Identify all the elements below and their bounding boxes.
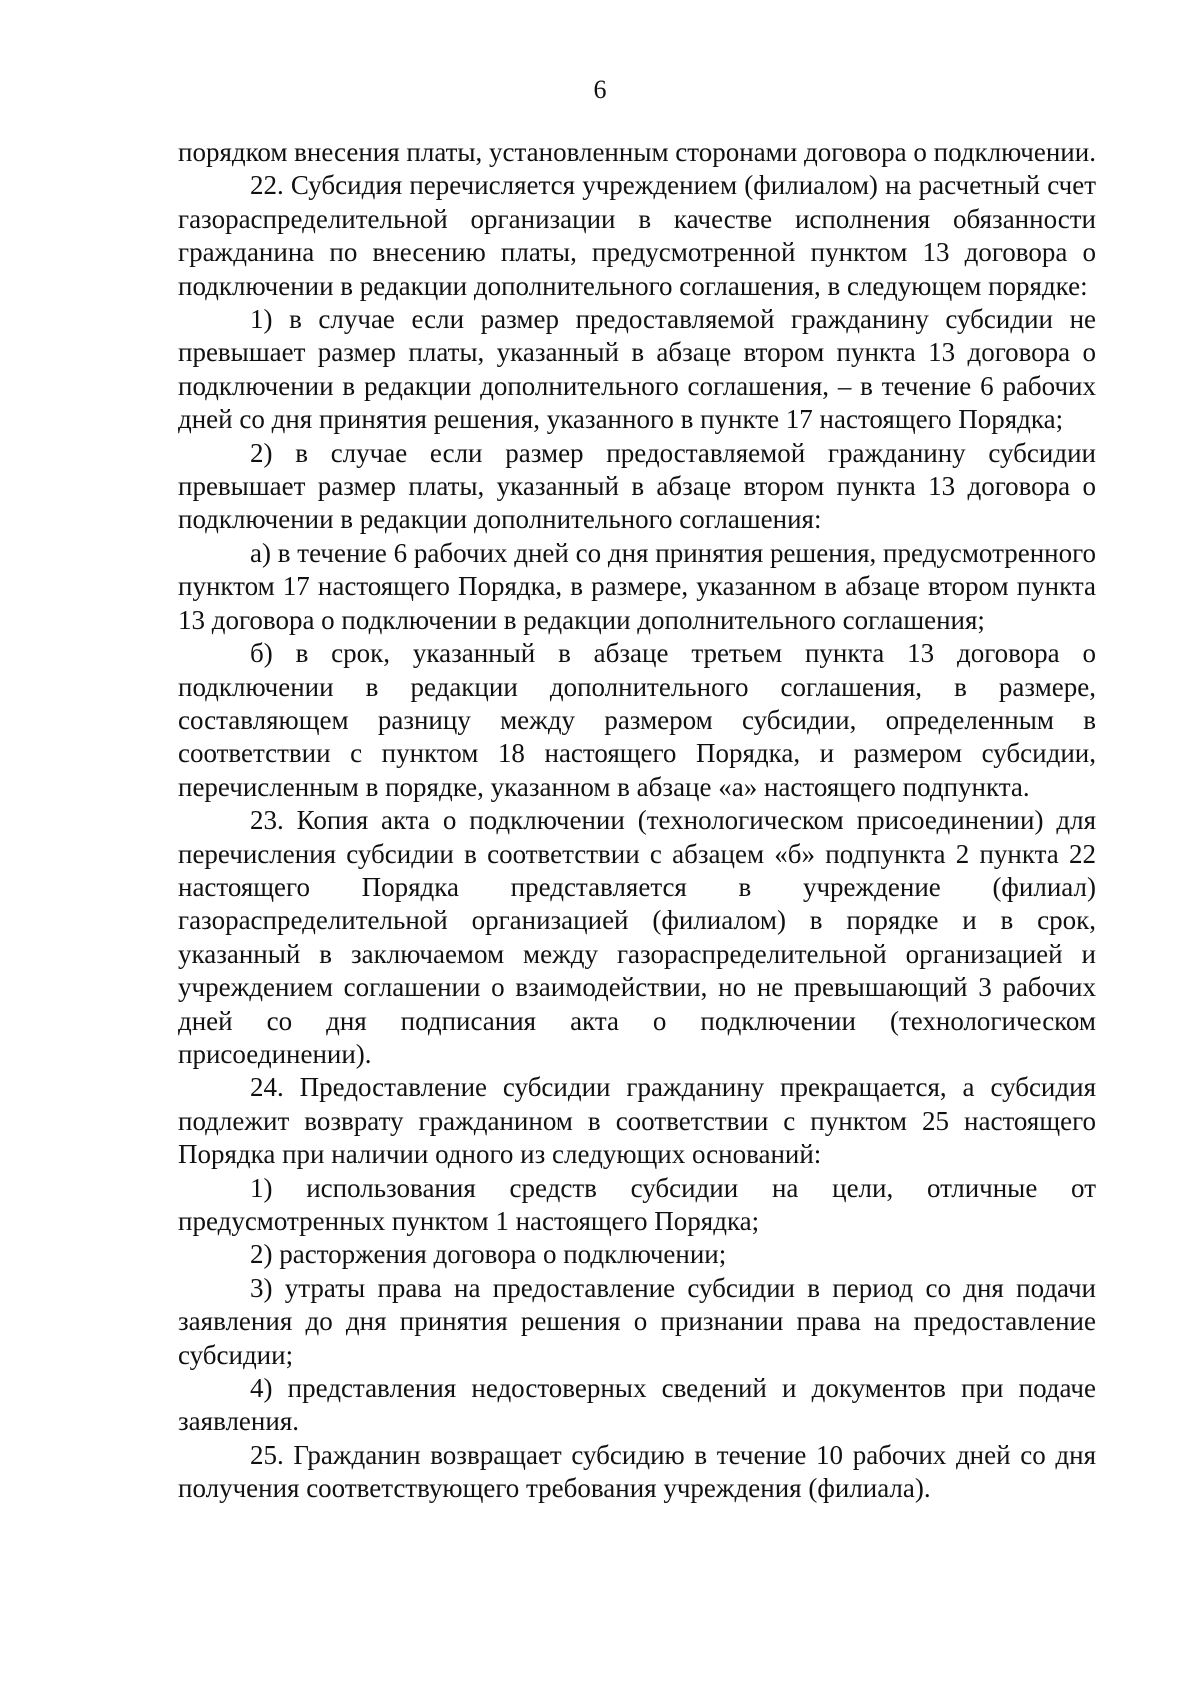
paragraph-item-22-1: 1) в случае если размер предоставляемой гражданину субсидии не превышает размер платы, указанный в абзаце втором пункта 13 договора о подключении в редакции дополнительного соглашения, – в течение 6 рабочих дней со дня принятия решения, указанного в пункте 17 настоящего Порядка; — [178, 304, 1096, 435]
paragraph-item-22-2: 2) в случае если размер предоставляемой гражданину субсидии превышает размер платы, указанный в абзаце втором пункта 13 договора о подключении в редакции дополнительного соглашения: — [178, 437, 1096, 535]
paragraph-item-22-2-b: б) в срок, указанный в абзаце третьем пункта 13 договора о подключении в редакции дополнительного соглашения, в размере, составляющем разницу между размером субсидии, определенным в соответствии с пунктом 18 настоящего Порядка, и размером субсидии, перечисленным в порядке, указанном в абзаце «а» настоящего подпункта. — [178, 638, 1096, 802]
paragraph-item-24: 24. Предоставление субсидии гражданину прекращается, а субсидия подлежит возврату гражданином в соответствии с пунктом 25 настоящего Порядка при наличии одного из следующих оснований: — [178, 1072, 1096, 1170]
paragraph-item-22: 22. Субсидия перечисляется учреждением (филиалом) на расчетный счет газораспределительной организации в качестве исполнения обязанности гражданина по внесению платы, предусмотренной пунктом 13 договора о подключении в редакции дополнительного соглашения, в следующем порядке: — [178, 170, 1096, 301]
paragraph-item-24-1: 1) использования средств субсидии на цели, отличные от предусмотренных пунктом 1 настоящего Порядка; — [178, 1172, 1096, 1236]
document-body — [178, 136, 1096, 1506]
paragraph-item-24-3: 3) утраты права на предоставление субсидии в период со дня подачи заявления до дня принятия решения о признании права на предоставление субсидии; — [178, 1272, 1096, 1370]
paragraph-item-24-2: 2) расторжения договора о подключении; — [250, 1239, 727, 1270]
paragraph-item-22-2-a: а) в течение 6 рабочих дней со дня принятия решения, предусмотренного пунктом 17 настоящего Порядка, в размере, указанном в абзаце втором пункта 13 договора о подключении в редакции дополнительного соглашения; — [178, 537, 1096, 635]
paragraph-item-25: 25. Гражданин возвращает субсидию в течение 10 рабочих дней со дня получения соответствующего требования учреждения (филиала). — [178, 1439, 1096, 1504]
paragraph-continuation: порядком внесения платы, установленным сторонами договора о подключении. — [178, 137, 1096, 167]
paragraph-item-23: 23. Копия акта о подключении (технологическом присоединении) для перечисления субсидии в соответствии с абзацем «б» подпункта 2 пункта 22 настоящего Порядка представляется в учреждение (филиал) газораспределительной организацией (филиалом) в порядке и в срок, указанный в заключаемом между газораспределительной организацией и учреждением соглашении о взаимодействии, но не превышающий 3 рабочих дней со дня подписания акта о подключении (технологическом присоединении). — [178, 805, 1096, 1069]
paragraph-item-24-4: 4) представления недостоверных сведений и документов при подаче заявления. — [178, 1373, 1096, 1437]
page-number: 6 — [593, 75, 607, 104]
